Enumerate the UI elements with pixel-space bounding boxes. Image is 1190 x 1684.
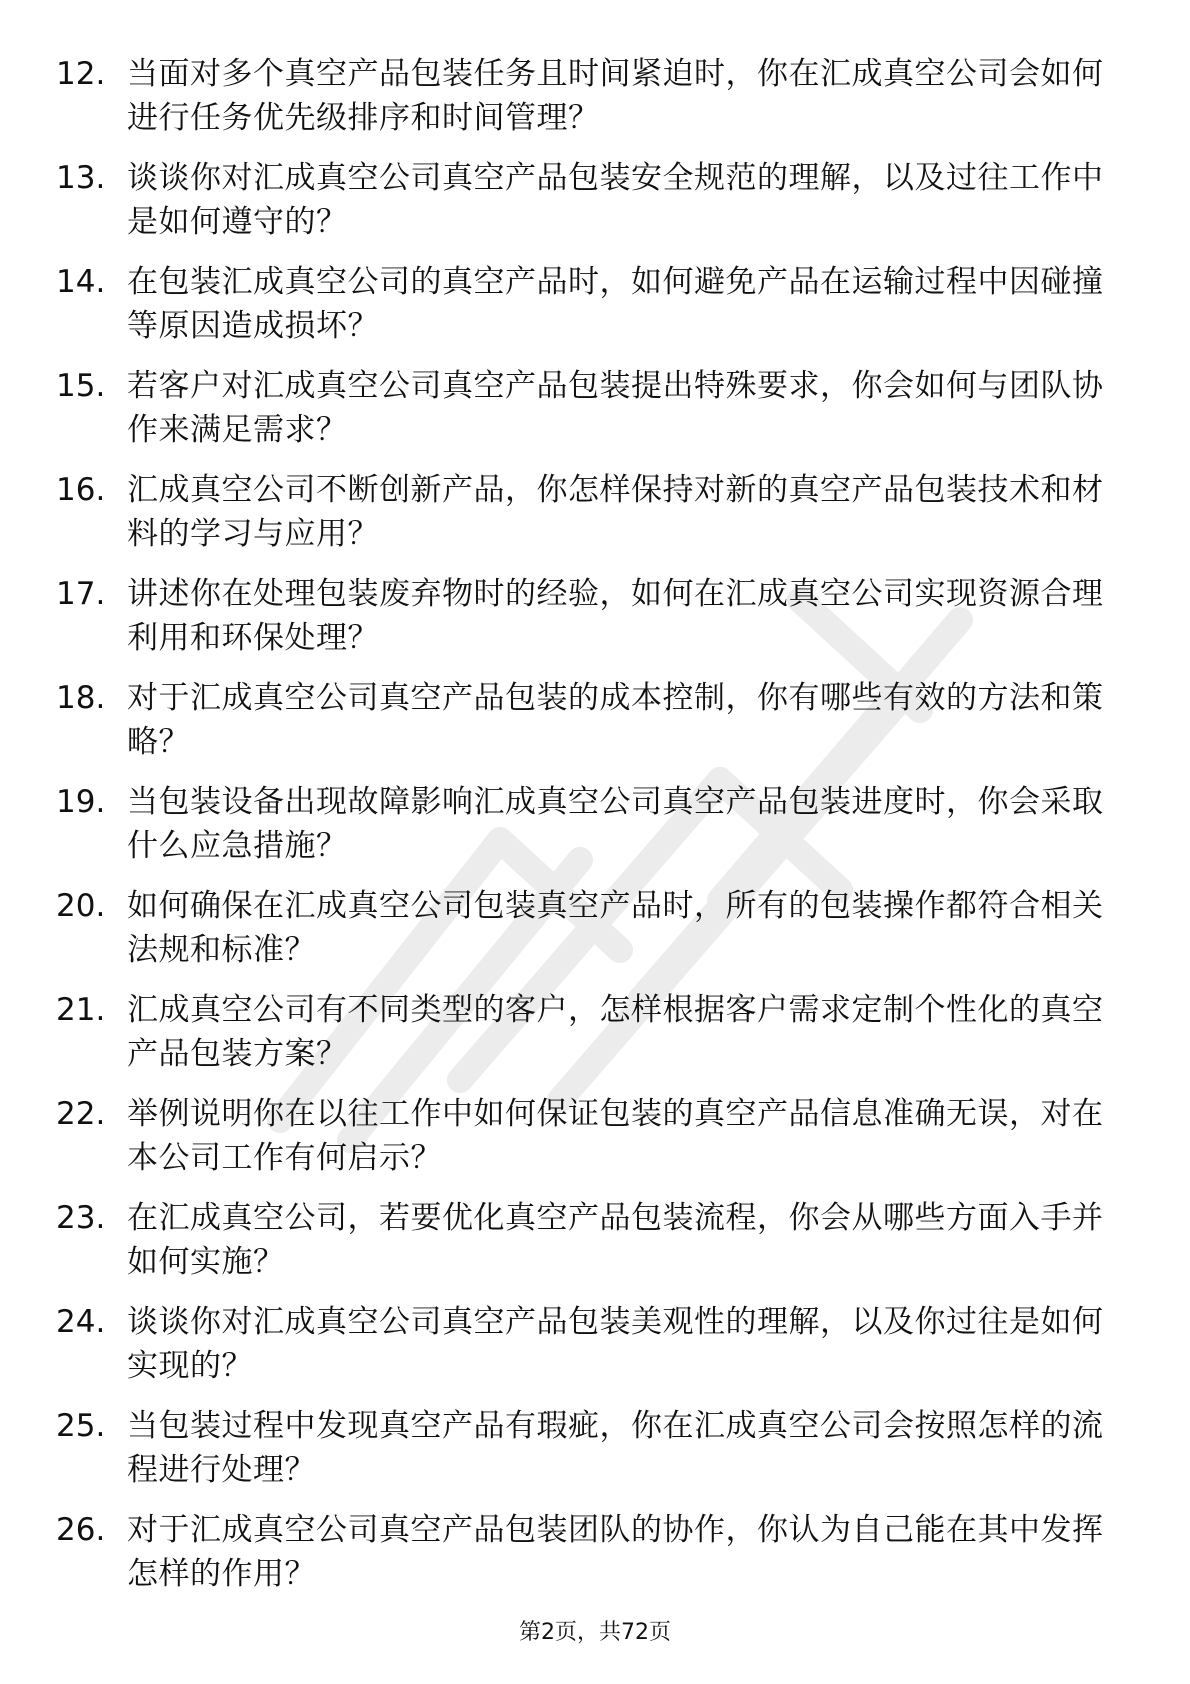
question-number: 17.: [56, 576, 106, 612]
question-text: 对于汇成真空公司真空产品包装的成本控制，你有哪些有效的方法和策略？: [127, 680, 1104, 760]
question-text: 汇成真空公司有不同类型的客户，怎样根据客户需求定制个性化的真空产品包装方案？: [127, 992, 1104, 1072]
list-item: [0, 1508, 1190, 1612]
question-number: 26.: [56, 1512, 106, 1548]
question-number: 22.: [56, 1096, 106, 1132]
list-item: [0, 572, 1190, 676]
question-number: 25.: [56, 1408, 106, 1444]
question-text: 如何确保在汇成真空公司包装真空产品时，所有的包装操作都符合相关法规和标准？: [127, 888, 1104, 968]
list-item: [0, 156, 1190, 260]
list-item: [0, 1404, 1190, 1508]
question-list: [0, 52, 1190, 1612]
question-number: 24.: [56, 1304, 106, 1340]
question-text: 对于汇成真空公司真空产品包装团队的协作，你认为自己能在其中发挥怎样的作用？: [127, 1512, 1104, 1592]
question-number: 13.: [56, 160, 106, 196]
list-item: [0, 780, 1190, 884]
question-number: 14.: [56, 264, 106, 300]
question-text: 在包装汇成真空公司的真空产品时，如何避免产品在运输过程中因碰撞等原因造成损坏？: [127, 264, 1104, 344]
list-item: [0, 988, 1190, 1092]
question-number: 20.: [56, 888, 106, 924]
list-item: [0, 364, 1190, 468]
list-item: [0, 52, 1190, 156]
question-text: 讲述你在处理包装废弃物时的经验，如何在汇成真空公司实现资源合理利用和环保处理？: [127, 576, 1104, 656]
list-item: [0, 1092, 1190, 1196]
question-text: 谈谈你对汇成真空公司真空产品包装美观性的理解，以及你过往是如何实现的？: [127, 1304, 1104, 1384]
question-number: 21.: [56, 992, 106, 1028]
question-number: 18.: [56, 680, 106, 716]
question-number: 19.: [56, 784, 106, 820]
list-item: [0, 1300, 1190, 1404]
question-text: 当包装设备出现故障影响汇成真空公司真空产品包装进度时，你会采取什么应急措施？: [127, 784, 1104, 864]
question-text: 当面对多个真空产品包装任务且时间紧迫时，你在汇成真空公司会如何进行任务优先级排序和时间管理？: [127, 56, 1104, 136]
question-number: 15.: [56, 368, 106, 404]
list-item: [0, 884, 1190, 988]
list-item: [0, 468, 1190, 572]
question-text: 举例说明你在以往工作中如何保证包装的真空产品信息准确无误，对在本公司工作有何启示？: [127, 1096, 1104, 1176]
question-text: 汇成真空公司不断创新产品，你怎样保持对新的真空产品包装技术和材料的学习与应用？: [127, 472, 1104, 552]
question-text: 若客户对汇成真空公司真空产品包装提出特殊要求，你会如何与团队协作来满足需求？: [127, 368, 1104, 448]
page-number: 第2页，共72页: [519, 1620, 671, 1645]
question-number: 16.: [56, 472, 106, 508]
question-text: 当包装过程中发现真空产品有瑕疵，你在汇成真空公司会按照怎样的流程进行处理？: [127, 1408, 1104, 1488]
list-item: [0, 676, 1190, 780]
list-item: [0, 260, 1190, 364]
question-text: 谈谈你对汇成真空公司真空产品包装安全规范的理解，以及过往工作中是如何遵守的？: [127, 160, 1104, 240]
list-item: [0, 1196, 1190, 1300]
question-text: 在汇成真空公司，若要优化真空产品包装流程，你会从哪些方面入手并如何实施？: [127, 1200, 1104, 1280]
question-number: 12.: [56, 56, 106, 92]
question-number: 23.: [56, 1200, 106, 1236]
